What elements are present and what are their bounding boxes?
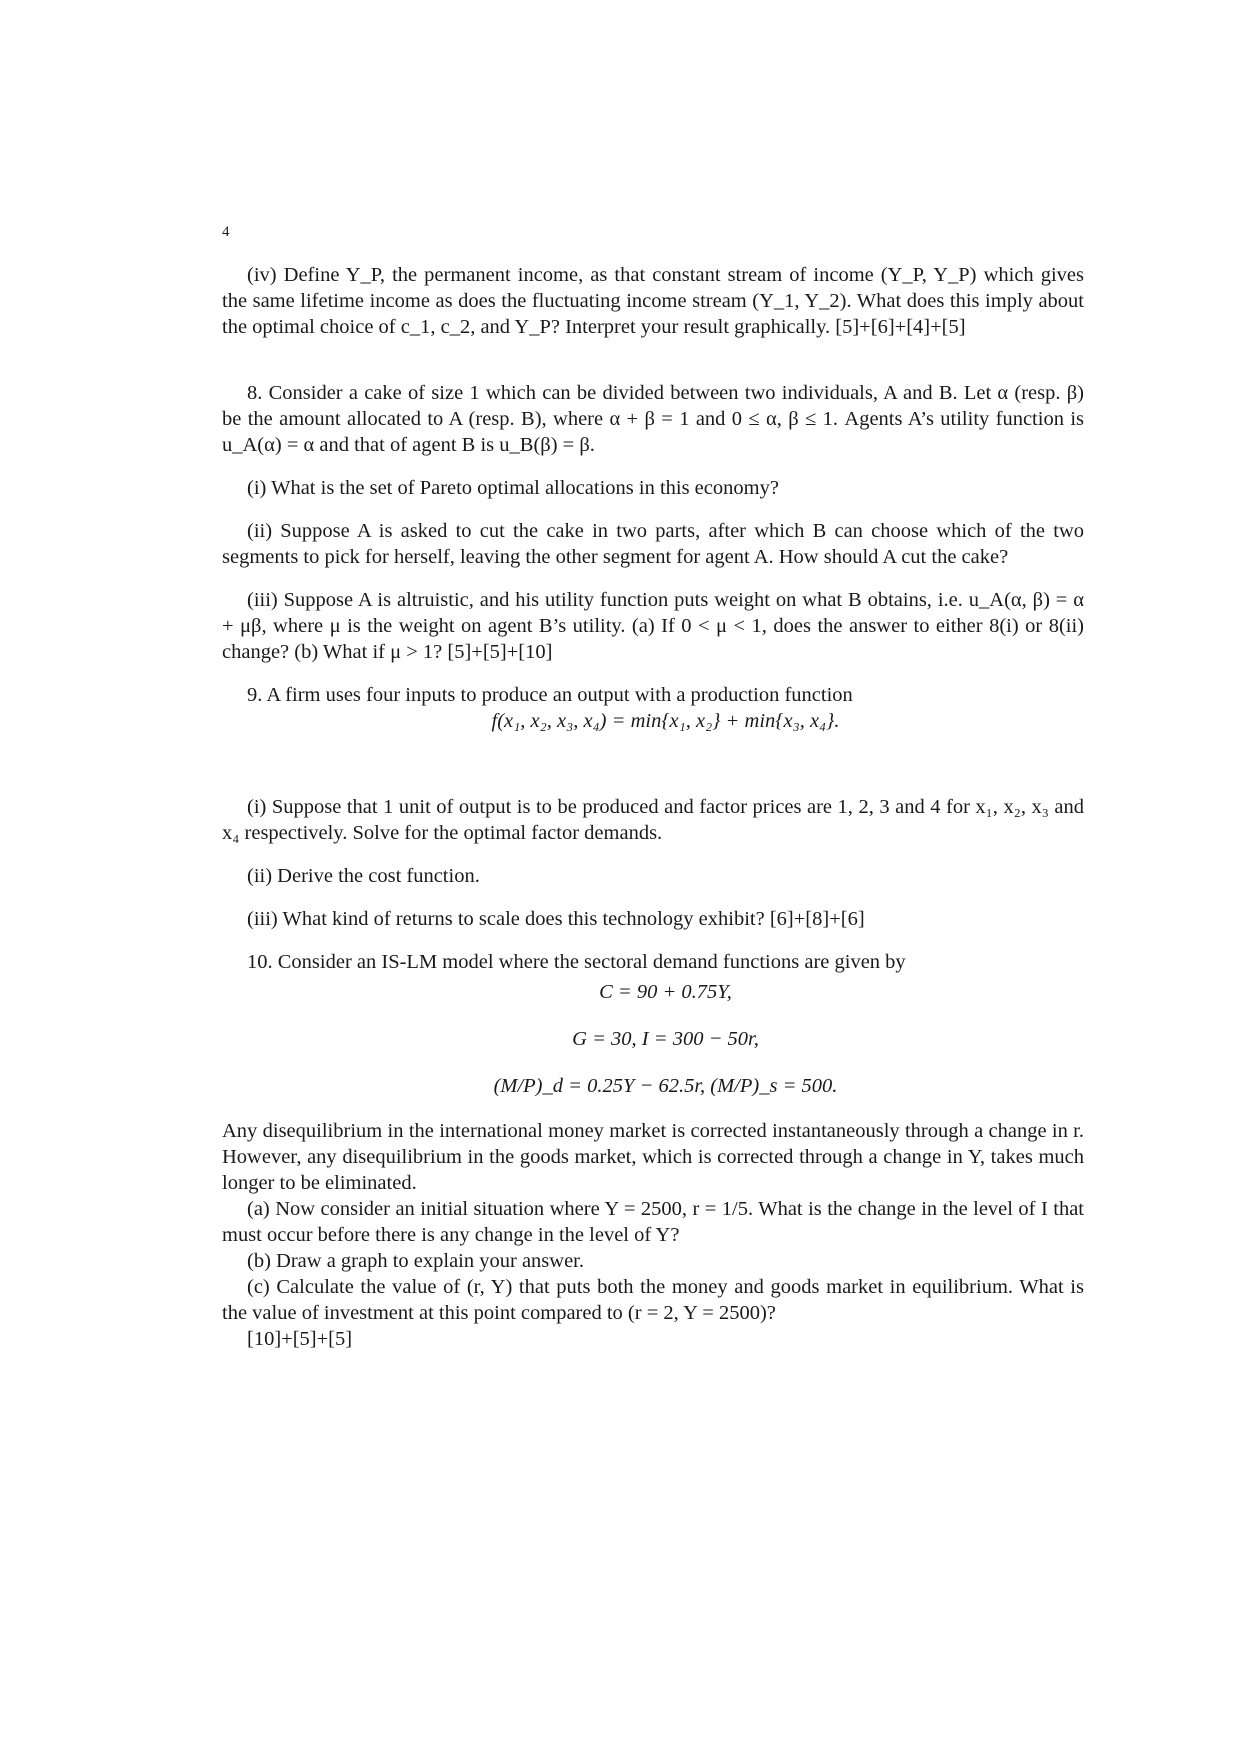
money-market-equation: (M/P)_d = 0.25Y − 62.5r, (M/P)_s = 500. bbox=[493, 1075, 838, 1097]
page-number: 4 bbox=[222, 224, 230, 240]
question-10-equations bbox=[222, 977, 1084, 1101]
question-9-part-iii: (iii) What kind of returns to scale does this technology exhibit? [6]+[8]+[6] bbox=[247, 908, 865, 930]
question-8-intro: 8. Consider a cake of size 1 which can be divided between two individuals, A and B. Let α (resp. β) be the amount allocated to A (resp. B), where α + β = 1 and 0 ≤ α, β ≤ 1. Agents A’s utility function is u_A(α) = α and that of agent B is u_B(β) = β. bbox=[222, 382, 1084, 456]
question-8-part-iii: (iii) Suppose A is altruistic, and his utility function puts weight on what B obtains, i.e. u_A(α, β) = α + μβ, where μ is the weight on agent B’s utility. (a) If 0 < μ < 1, does the answer to either 8(i) or 8(ii) change? (b) What if μ > 1? [5]+[5]+[10] bbox=[222, 589, 1084, 663]
question-9-equation: f(x₁, x₂, x₃, x₄) = min{x₁, x₂} + min{x₃, x₄}. bbox=[491, 710, 840, 732]
question-10-intro: 10. Consider an IS-LM model where the sectoral demand functions are given by bbox=[247, 951, 906, 973]
question-10-part-a: (a) Now consider an initial situation where Y = 2500, r = 1/5. What is the change in the level of I that must occur before there is any change in the level of Y? bbox=[222, 1198, 1084, 1246]
question-10-text: Any disequilibrium in the international money market is corrected instantaneously through a change in r. However, any disequilibrium in the goods market, which is corrected through a change in Y, takes much longer to be eliminated. bbox=[222, 1120, 1084, 1194]
document-body bbox=[222, 262, 1084, 1352]
government-investment-equation: G = 30, I = 300 − 50r, bbox=[572, 1028, 759, 1050]
question-8-part-ii: (ii) Suppose A is asked to cut the cake in two parts, after which B can choose which of the two segments to pick for herself, leaving the other segment for agent A. How should A cut the cake? bbox=[222, 520, 1084, 568]
paragraph-iv: (iv) Define Y_P, the permanent income, as that constant stream of income (Y_P, Y_P) which gives the same lifetime income as does the fluctuating income stream (Y_1, Y_2). What does this imply about the optimal choice of c_1, c_2, and Y_P? Interpret your result graphically. [5]+[6]+[4]+[5] bbox=[222, 264, 1084, 338]
consumption-equation: C = 90 + 0.75Y, bbox=[599, 981, 732, 1003]
question-9-intro: 9. A firm uses four inputs to produce an output with a production function bbox=[247, 684, 853, 706]
question-9-part-i: (i) Suppose that 1 unit of output is to be produced and factor prices are 1, 2, 3 and 4 for x₁, x₂, x₃ and x₄ respectively. Solve for the optimal factor demands. bbox=[222, 796, 1084, 844]
question-10-part-c: (c) Calculate the value of (r, Y) that puts both the money and goods market in equilibrium. What is the value of investment at this point compared to (r = 2, Y = 2500)? bbox=[222, 1276, 1084, 1324]
question-10-marks: [10]+[5]+[5] bbox=[247, 1328, 353, 1350]
question-8-part-i: (i) What is the set of Pareto optimal allocations in this economy? bbox=[247, 477, 779, 499]
question-10-part-b: (b) Draw a graph to explain your answer. bbox=[247, 1250, 584, 1272]
question-9-part-ii: (ii) Derive the cost function. bbox=[247, 865, 480, 887]
